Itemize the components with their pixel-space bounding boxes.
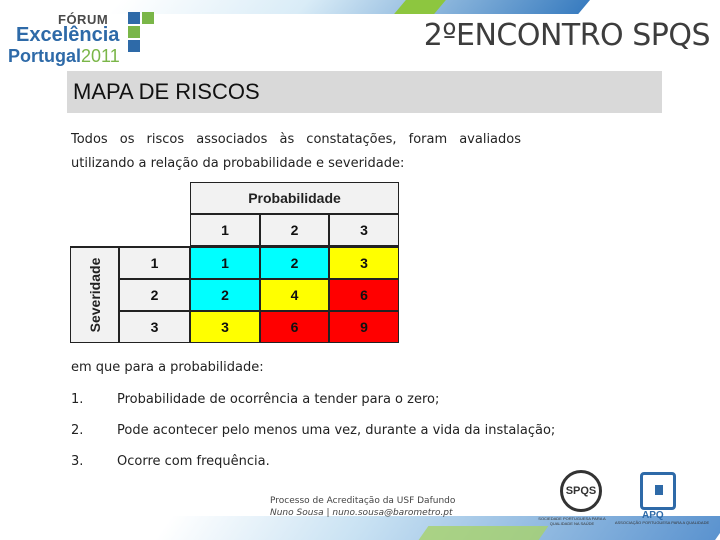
slide-title-bar — [67, 71, 662, 113]
logo-year: 2011 — [81, 46, 120, 66]
spqs-logo-mark: SPQS — [560, 470, 602, 512]
logo-square-icon — [128, 12, 140, 24]
logo-line3: Portugal2011 — [8, 46, 120, 66]
spqs-logo — [540, 470, 610, 526]
logo-square-icon — [142, 12, 154, 24]
list-item — [71, 454, 541, 485]
list-text: Pode acontecer pelo menos uma vez, durante a vida da instalação; — [117, 423, 556, 438]
risk-cell: 4 — [260, 279, 329, 311]
prob-level-cell: 3 — [329, 214, 399, 246]
severity-label-text: Severidade — [86, 257, 103, 332]
list-item — [71, 423, 556, 454]
list-text: Probabilidade de ocorrência a tender para o zero; — [117, 392, 440, 407]
list-number: 3. — [71, 454, 84, 469]
risk-cell: 3 — [329, 247, 399, 279]
apq-logo-caption: ASSOCIAÇÃO PORTUGUESA PARA A QUALIDADE — [614, 520, 710, 525]
risk-cell: 2 — [190, 279, 260, 311]
list-text: Ocorre com frequência. — [117, 454, 270, 469]
risk-cell: 2 — [260, 247, 329, 279]
intro-paragraph: Todos os riscos associados às constatações, foram avaliados utilizando a relação da probabilidade e severidade: — [71, 132, 521, 171]
matrix-divider — [70, 246, 399, 248]
probability-list — [71, 392, 556, 485]
apq-logo-mark-icon — [640, 472, 676, 510]
event-title: 2ºENCONTRO SPQS — [423, 18, 710, 53]
apq-logo — [612, 470, 712, 526]
logo-square-icon — [128, 40, 140, 52]
apq-logo-name: APQ — [642, 510, 664, 521]
footer-line1: Processo de Acreditação da USF Dafundo — [270, 496, 456, 506]
logo-square-icon — [128, 26, 140, 38]
slide-title: MAPA DE RISCOS — [73, 79, 260, 104]
list-number: 2. — [71, 423, 84, 438]
forum-excelencia-logo — [8, 8, 148, 64]
probability-intro: em que para a probabilidade: — [71, 360, 264, 375]
severity-label — [70, 246, 119, 343]
risk-cell: 3 — [190, 311, 260, 343]
risk-cell: 1 — [190, 247, 260, 279]
sev-level-cell: 1 — [119, 247, 190, 279]
sev-level-cell: 2 — [119, 279, 190, 311]
top-stripe-decoration — [108, 0, 590, 14]
footer-line2: Nuno Sousa | nuno.sousa@barometro.pt — [270, 508, 453, 518]
list-number: 1. — [71, 392, 84, 407]
risk-cell: 6 — [260, 311, 329, 343]
prob-level-cell: 1 — [190, 214, 260, 246]
logo-line2: Excelência — [16, 24, 120, 46]
probability-header: Probabilidade — [190, 182, 399, 214]
sev-level-cell: 3 — [119, 311, 190, 343]
footer — [270, 495, 455, 519]
spqs-logo-caption: SOCIEDADE PORTUGUESA PARA A QUALIDADE NA SAÚDE — [538, 516, 606, 526]
risk-cell: 6 — [329, 279, 399, 311]
logo-line1: FÓRUM — [58, 12, 109, 27]
prob-level-cell: 2 — [260, 214, 329, 246]
risk-cell: 9 — [329, 311, 399, 343]
list-item — [71, 392, 541, 423]
